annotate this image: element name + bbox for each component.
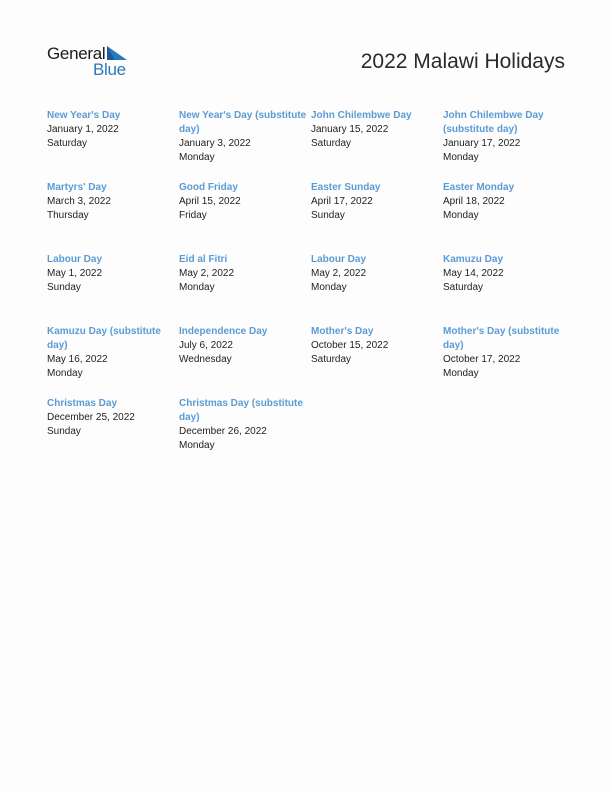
holiday-weekday: Sunday [47,282,81,293]
holiday-date: May 2, 2022 [179,268,235,279]
holiday-entry [311,109,443,181]
holiday-entry [311,325,443,397]
holiday-entry [179,181,311,253]
page-title: 2022 Malawi Holidays [360,50,565,73]
holiday-date: October 17, 2022 [443,354,521,365]
holiday-name: New Year's Day (substitute day) [179,110,307,135]
holiday-weekday: Sunday [311,210,345,221]
holiday-date: April 15, 2022 [179,196,241,207]
holiday-weekday: Monday [311,282,347,293]
holiday-name: Martyrs' Day [47,182,107,193]
holiday-entry [443,109,575,181]
holiday-date: December 25, 2022 [47,412,135,423]
holiday-date: January 15, 2022 [311,124,389,135]
holiday-row [47,181,577,253]
holiday-entry [179,253,311,325]
holiday-date: April 17, 2022 [311,196,373,207]
holiday-weekday: Saturday [311,138,352,149]
holiday-grid [47,109,577,469]
holiday-row [47,325,577,397]
holiday-weekday: Sunday [47,426,81,437]
holiday-weekday: Monday [47,368,83,379]
holiday-row [47,109,577,181]
logo-word-blue: Blue [93,60,126,79]
holiday-name: Easter Sunday [311,182,381,193]
holiday-weekday: Monday [443,368,479,379]
holiday-name: Mother's Day (substitute day) [443,326,560,351]
holiday-entry [443,181,575,253]
holiday-name: John Chilembwe Day [311,110,412,121]
holiday-entry [179,397,311,469]
holiday-date: January 1, 2022 [47,124,119,135]
holiday-weekday: Monday [443,210,479,221]
holiday-entry [47,253,179,325]
holiday-name: Mother's Day [311,326,374,337]
holiday-date: December 26, 2022 [179,426,267,437]
holiday-name: Eid al Fitri [179,254,228,265]
holiday-entry [179,109,311,181]
holiday-weekday: Saturday [47,138,88,149]
holiday-row [47,253,577,325]
holiday-weekday: Monday [179,282,215,293]
holiday-weekday: Saturday [443,282,484,293]
holiday-entry [47,109,179,181]
holiday-weekday: Saturday [311,354,352,365]
holiday-entry [311,181,443,253]
holiday-date: January 17, 2022 [443,138,521,149]
logo-word-general: General [47,44,106,63]
holiday-row [47,397,577,469]
holiday-entry [179,325,311,397]
holiday-name: Labour Day [311,254,367,265]
holiday-entry [47,397,179,469]
holiday-name: Labour Day [47,254,103,265]
holiday-name: Kamuzu Day [443,254,504,265]
holiday-entry [443,253,575,325]
holiday-weekday: Monday [179,440,215,451]
holiday-entry [311,253,443,325]
holiday-weekday: Thursday [47,210,89,221]
holiday-date: July 6, 2022 [179,340,233,351]
holiday-name: Easter Monday [443,182,515,193]
holiday-name: Kamuzu Day (substitute day) [47,326,161,351]
holiday-name: New Year's Day [47,110,121,121]
logo-flag-icon [107,46,127,60]
holiday-date: May 2, 2022 [311,268,367,279]
holiday-name: John Chilembwe Day (substitute day) [443,110,544,135]
holiday-name: Independence Day [179,326,268,337]
holiday-entry [443,325,575,397]
holiday-date: January 3, 2022 [179,138,251,149]
holiday-weekday: Friday [179,210,207,221]
holiday-entry [47,181,179,253]
holiday-date: May 1, 2022 [47,268,103,279]
holiday-weekday: Wednesday [179,354,232,365]
holiday-entry [47,325,179,397]
holiday-date: May 14, 2022 [443,268,504,279]
holiday-name: Christmas Day [47,398,118,409]
holiday-weekday: Monday [443,152,479,163]
holiday-name: Christmas Day (substitute day) [179,398,303,423]
holiday-date: March 3, 2022 [47,196,111,207]
holiday-weekday: Monday [179,152,215,163]
holiday-date: April 18, 2022 [443,196,505,207]
holiday-date: May 16, 2022 [47,354,108,365]
holiday-date: October 15, 2022 [311,340,389,351]
holiday-name: Good Friday [179,182,238,193]
general-blue-logo [47,44,137,80]
